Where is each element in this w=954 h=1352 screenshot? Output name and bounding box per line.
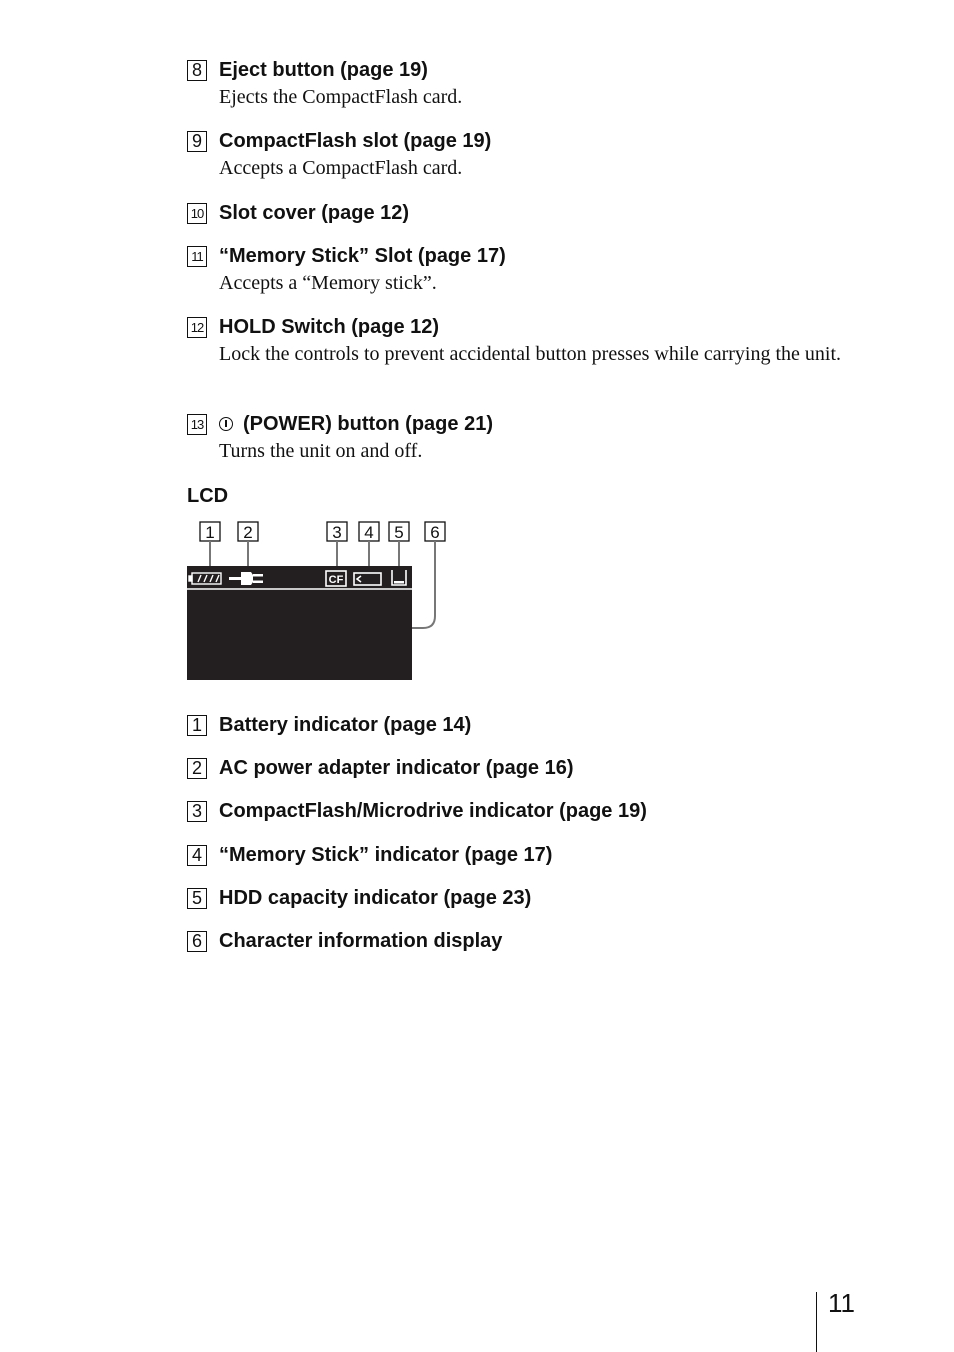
item-description: Turns the unit on and off.: [219, 440, 423, 462]
item-number: 12: [187, 317, 207, 338]
lcd-item-ac-adapter: [187, 756, 574, 780]
item-number: 11: [187, 246, 207, 267]
item-number: 13: [187, 414, 207, 435]
item-title: AC power adapter indicator (page 16): [219, 756, 574, 779]
item-memory-stick-slot: [187, 244, 867, 296]
lcd-item-battery: [187, 713, 471, 737]
callout-3: [327, 522, 347, 542]
power-icon: [219, 417, 233, 431]
item-title: (POWER) button (page 21): [243, 412, 493, 435]
item-number: 10: [187, 203, 207, 224]
callout-5: [389, 522, 409, 542]
callout-6: [425, 522, 445, 542]
lcd-diagram: [185, 518, 455, 684]
lcd-item-compactflash: [187, 799, 647, 823]
item-number: 6: [187, 931, 207, 952]
callout-2: [238, 522, 258, 542]
item-title: Character information display: [219, 929, 503, 952]
item-title: “Memory Stick” indicator (page 17): [219, 843, 553, 866]
lcd-heading: LCD: [187, 485, 229, 507]
page-number: 11: [828, 1288, 855, 1318]
item-description: Ejects the CompactFlash card.: [219, 86, 463, 108]
item-number: 2: [187, 758, 207, 779]
callout-label: 6: [430, 523, 440, 542]
item-hold-switch: [187, 315, 867, 367]
page-number-rule: [816, 1292, 817, 1352]
callout-label: 3: [332, 523, 342, 542]
item-slot-cover: [187, 201, 867, 225]
item-description: Accepts a “Memory stick”.: [219, 272, 437, 294]
lcd-item-hdd-capacity: [187, 886, 531, 910]
item-number: 8: [187, 60, 207, 81]
compactflash-icon: [326, 571, 346, 586]
item-eject-button: [187, 58, 867, 110]
callout-label: 1: [205, 523, 215, 542]
item-title: HOLD Switch (page 12): [219, 315, 440, 338]
callout-label: 5: [394, 523, 404, 542]
item-title: Slot cover (page 12): [219, 201, 410, 224]
item-title: CompactFlash/Microdrive indicator (page 19): [219, 799, 647, 822]
callout-label: 2: [243, 523, 253, 542]
item-title: “Memory Stick” Slot (page 17): [219, 244, 506, 267]
lcd-item-character-display: [187, 929, 502, 953]
callout-label: 4: [364, 523, 374, 542]
item-number: 9: [187, 131, 207, 152]
item-description: Accepts a CompactFlash card.: [219, 157, 463, 179]
item-number: 1: [187, 715, 207, 736]
callout-4: [359, 522, 379, 542]
item-title: CompactFlash slot (page 19): [219, 129, 492, 152]
lcd-item-memory-stick: [187, 843, 552, 867]
item-title: HDD capacity indicator (page 23): [219, 886, 532, 909]
item-power-button: [187, 412, 867, 464]
item-title: Battery indicator (page 14): [219, 713, 472, 736]
item-number: 5: [187, 888, 207, 909]
item-title: Eject button (page 19): [219, 58, 428, 81]
cf-icon-label: CF: [328, 574, 344, 586]
item-number: 4: [187, 845, 207, 866]
item-description: Lock the controls to prevent accidental button presses while carrying the unit.: [219, 343, 842, 365]
item-compactflash-slot: [187, 129, 867, 181]
item-number: 3: [187, 801, 207, 822]
callout-1: [200, 522, 220, 542]
